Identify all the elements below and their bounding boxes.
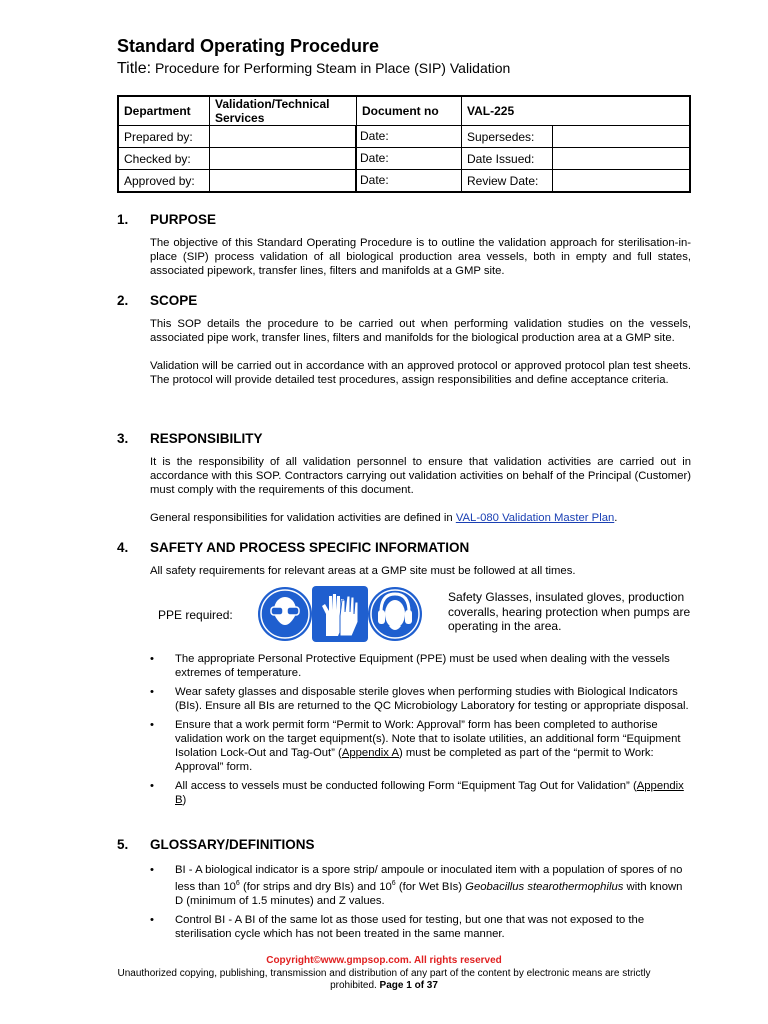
section-safety [117, 540, 691, 578]
page-number: Page 1 of 37 [376, 980, 438, 991]
section-number: 5. [117, 837, 129, 852]
footer-text: Unauthorized copying, publishing, transmission and distribution of any part of the content by electronic means are strictly prohibited. [117, 967, 651, 991]
glossary-text: Control BI - A BI of the same lot as those used for testing, but one that was not exposed to the sterilisation cycle which has not been treated in the same manner. [175, 913, 645, 940]
section-scope [117, 293, 691, 387]
section-title: SCOPE [150, 293, 198, 308]
checked-by-cell [210, 148, 389, 170]
superscript: 6 [235, 880, 240, 887]
bullet-text: Ensure that a work permit form “Permit to Work: Approval” form has been completed to authorise validation work on the target equipment(s). Note that to isolate utilities, an additional form “Equipment Isolation Lock-Out and Tag-Out” ( [175, 719, 681, 759]
bullet-text: Wear safety glasses and disposable sterile gloves when performing studies with Biological Indicators (BIs). Ensure all BIs are returned to the QC Microbiology Laboratory for testing or appropriate disposal. [175, 686, 689, 712]
safety-glasses-icon [257, 586, 313, 642]
scope-text-2: Validation will be carried out in accordance with an approved protocol or approved protocol plan test sheets. The protocol will provide detailed test procedures, assign responsibilities and define acceptance criteria. [150, 360, 691, 386]
scope-text-1: This SOP details the procedure to be carried out when performing validation studies on the vessels, associated pipe work, transfer lines, filters and manifolds for the biological production area at a GMP site. [150, 318, 691, 344]
section-heading [117, 293, 691, 311]
section-number: 4. [117, 540, 129, 555]
section-heading [117, 540, 691, 558]
section-title: SAFETY AND PROCESS SPECIFIC INFORMATION [150, 540, 470, 555]
document-info-table [117, 95, 691, 193]
prepared-by-cell [210, 126, 389, 148]
section-responsibility [117, 431, 691, 525]
species-name: Geobacillus stearothermophilus [465, 880, 624, 893]
superscript: 6 [391, 880, 396, 887]
approved-by-cell [210, 170, 389, 193]
prepared-by-label: Prepared by: [118, 126, 210, 148]
section-title: PURPOSE [150, 212, 217, 227]
list-item: • Control BI - A BI of the same lot as those used for testing, but one that was not exposed to the sterilisation cycle which has not been treated in the same manner. [150, 913, 645, 940]
section-number: 3. [117, 431, 129, 446]
responsibility-text-1: It is the responsibility of all validation personnel to ensure that validation activities are carried out in accordance with this SOP. Contractors carrying out validation activities on behalf of the Principal (Customer) must comply with the requirements of this document. [150, 456, 691, 496]
page-title: Standard Operating Procedure [117, 36, 380, 56]
department-value: Validation/Technical Services [210, 96, 357, 126]
section-heading [117, 212, 691, 230]
safety-intro: All safety requirements for relevant areas at a GMP site must be followed at all times. [150, 565, 576, 577]
supersedes-value [553, 126, 691, 148]
ppe-label: PPE required: [158, 608, 233, 622]
safety-bullet-list [150, 652, 691, 807]
list-item: • The appropriate Personal Protective Equipment (PPE) must be used when dealing with the vessels extremes of temperature. [150, 653, 670, 679]
list-item: • Ensure that a work permit form “Permit to Work: Approval” form has been completed to authorise validation work on the target equipment(s). Note that to isolate utilities, an additional form “Equipment Isolation Lock-Out and Tag-Out” (Appendix A) must be completed as part of the “permit to Work: Approval” form. [150, 719, 681, 773]
ppe-row [117, 585, 691, 645]
document-no-label: Document no [357, 96, 462, 126]
bullet-text: ) must be completed as part of the “permit to Work: Approval” form. [175, 747, 654, 773]
date-issued-label: Date Issued: [462, 148, 553, 170]
appendix-b-link[interactable]: Appendix B [175, 780, 684, 806]
ear-protection-icon [367, 586, 423, 642]
glossary-text: (for strips and dry BIs) and 10 [239, 880, 392, 893]
section-glossary [117, 837, 691, 946]
list-item: • All access to vessels must be conducted following Form “Equipment Tag Out for Validation” (Appendix B) [150, 780, 684, 806]
checked-by-label: Checked by: [118, 148, 210, 170]
copyright-notice: Copyright©www.gmpsop.com. All rights reserved [266, 955, 502, 966]
supersedes-label: Supersedes: [462, 126, 553, 148]
section-number: 2. [117, 293, 129, 308]
glossary-list [150, 863, 691, 941]
glossary-text: with known D (minimum of 1.5 minutes) and Z values. [175, 880, 683, 907]
date-label: Date: [360, 151, 389, 165]
date-label: Date: [360, 129, 389, 143]
list-item: • Wear safety glasses and disposable sterile gloves when performing studies with Biological Indicators (BIs). Ensure all BIs are returned to the QC Microbiology Laboratory for testing or appropriate disposal. [150, 686, 689, 712]
section-number: 1. [117, 212, 129, 227]
ppe-description: Safety Glasses, insulated gloves, production coveralls, hearing protection when pumps are operating in the area. [448, 590, 691, 633]
glossary-text: (for Wet BIs) [395, 880, 466, 893]
section-title: RESPONSIBILITY [150, 431, 263, 446]
vmp-link[interactable]: VAL-080 Validation Master Plan [455, 512, 615, 524]
section-purpose [117, 212, 691, 278]
document-no-value: VAL-225 [462, 96, 691, 126]
date-issued-value [553, 148, 691, 170]
doc-subtitle [117, 60, 510, 78]
section-heading [117, 837, 691, 855]
purpose-text: The objective of this Standard Operating Procedure is to outline the validation approach for sterilisation-in-place (SIP) process validation of all biological production area vessels, both in empty and full states, associated pipework, transfer lines, filters and manifolds at a GMP site. [150, 237, 691, 277]
approved-by-label: Approved by: [118, 170, 210, 193]
bullet-text: The appropriate Personal Protective Equipment (PPE) must be used when dealing with the vessels extremes of temperature. [175, 653, 670, 679]
section-heading [117, 431, 691, 449]
page-footer [100, 955, 668, 993]
bullet-text: All access to vessels must be conducted following Form “Equipment Tag Out for Validation” ( [175, 780, 637, 792]
department-label: Department [118, 96, 210, 126]
date-label: Date: [360, 173, 389, 187]
subtitle-label: Title: [117, 60, 152, 77]
section-title: GLOSSARY/DEFINITIONS [150, 837, 315, 852]
list-item: • BI - A biological indicator is a spore strip/ ampoule or inoculated item with a population of spores of no less than $10^6$ (for strips and dry BIs) and $10^6$ (for Wet BIs) Geobacillus stearothermophilus with known D (minimum of 1.5 minutes) and Z values. [150, 864, 683, 907]
footer-notice [100, 968, 668, 993]
glossary-text: BI - A biological indicator is a spore strip/ ampoule or inoculated item with a population of spores of no less than 10 [175, 864, 683, 893]
safety-bullets [117, 652, 691, 812]
subtitle-text: Procedure for Performing Steam in Place (SIP) Validation [151, 60, 511, 76]
bullet-text: ) [182, 794, 187, 806]
review-date-value [553, 170, 691, 193]
text-fragment: . [614, 512, 618, 524]
gloves-icon [312, 586, 368, 642]
review-date-label: Review Date: [462, 170, 553, 193]
responsibility-text-2 [150, 511, 691, 525]
appendix-a-link[interactable]: Appendix A [341, 747, 399, 759]
text-fragment: General responsibilities for validation activities are defined in [150, 512, 456, 524]
